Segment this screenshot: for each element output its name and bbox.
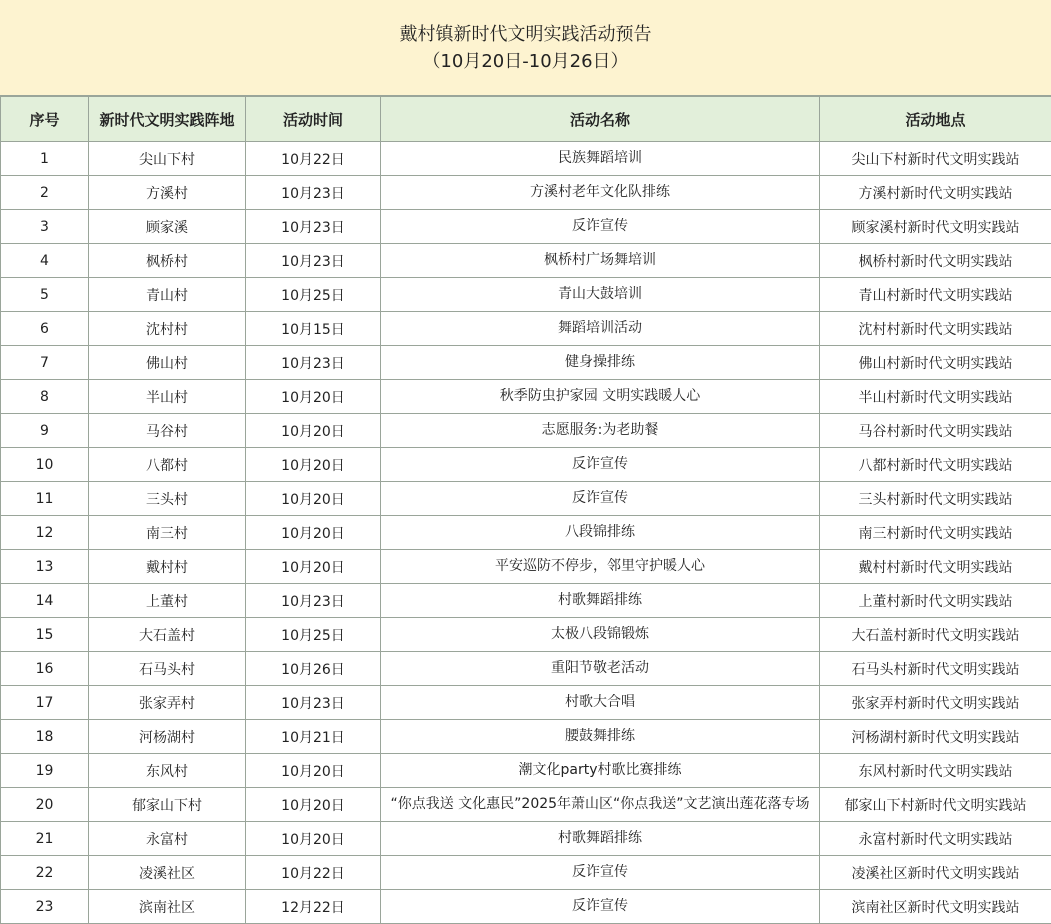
cell-location[interactable]: 沈村村新时代文明实践站	[820, 312, 1051, 346]
cell-date[interactable]: 10月20日	[246, 822, 381, 856]
sheet-title	[0, 0, 1051, 96]
cell-date[interactable]: 10月25日	[246, 618, 381, 652]
table-row	[1, 550, 1051, 584]
cell-activity-name[interactable]	[381, 142, 820, 176]
cell-date[interactable]: 10月20日	[246, 754, 381, 788]
activity-name-text: 青山大鼓培训	[558, 286, 642, 302]
cell-number[interactable]: 20	[1, 788, 89, 822]
table-row	[1, 754, 1051, 788]
cell-location[interactable]: 三头村新时代文明实践站	[820, 482, 1051, 516]
cell-location[interactable]: 张家弄村新时代文明实践站	[820, 686, 1051, 720]
cell-location[interactable]: 滨南社区新时代文明实践站	[820, 890, 1051, 924]
cell-site[interactable]: 东风村	[89, 754, 246, 788]
cell-site[interactable]: 三头村	[89, 482, 246, 516]
cell-location[interactable]: 永富村新时代文明实践站	[820, 822, 1051, 856]
cell-location[interactable]: 青山村新时代文明实践站	[820, 278, 1051, 312]
cell-date[interactable]: 10月20日	[246, 482, 381, 516]
table-row	[1, 788, 1051, 822]
cell-site[interactable]: 石马头村	[89, 652, 246, 686]
cell-number[interactable]: 15	[1, 618, 89, 652]
cell-activity-name[interactable]	[381, 448, 820, 482]
table-row	[1, 210, 1051, 244]
cell-date[interactable]: 10月20日	[246, 516, 381, 550]
table-row	[1, 652, 1051, 686]
table-row	[1, 142, 1051, 176]
cell-number[interactable]: 18	[1, 720, 89, 754]
cell-site[interactable]: 滨南社区	[89, 890, 246, 924]
table-row	[1, 618, 1051, 652]
header-date[interactable]: 活动时间	[246, 97, 381, 142]
table-row	[1, 482, 1051, 516]
activity-name-text: 潮文化party村歌比赛排练	[518, 762, 682, 778]
cell-date[interactable]: 10月20日	[246, 448, 381, 482]
table-row	[1, 516, 1051, 550]
cell-site[interactable]: 八都村	[89, 448, 246, 482]
cell-date[interactable]: 10月21日	[246, 720, 381, 754]
cell-number[interactable]: 22	[1, 856, 89, 890]
activity-name-text: 村歌大合唱	[565, 694, 635, 710]
activity-name-text: 反诈宣传	[572, 490, 628, 506]
cell-number[interactable]: 2	[1, 176, 89, 210]
cell-number[interactable]: 23	[1, 890, 89, 924]
cell-site[interactable]: 顾家溪	[89, 210, 246, 244]
cell-location[interactable]: 上董村新时代文明实践站	[820, 584, 1051, 618]
cell-activity-name[interactable]	[381, 584, 820, 618]
activity-name-text: 村歌舞蹈排练	[558, 592, 642, 608]
cell-number[interactable]: 3	[1, 210, 89, 244]
activity-table	[0, 96, 1051, 924]
table-row	[1, 414, 1051, 448]
cell-date[interactable]: 10月23日	[246, 244, 381, 278]
cell-location[interactable]: 半山村新时代文明实践站	[820, 380, 1051, 414]
cell-activity-name[interactable]	[381, 822, 820, 856]
cell-date[interactable]: 10月22日	[246, 142, 381, 176]
header-row	[1, 97, 1051, 142]
cell-location[interactable]: 南三村新时代文明实践站	[820, 516, 1051, 550]
cell-activity-name[interactable]	[381, 516, 820, 550]
cell-activity-name[interactable]	[381, 482, 820, 516]
table-row	[1, 278, 1051, 312]
cell-location[interactable]: 马谷村新时代文明实践站	[820, 414, 1051, 448]
cell-activity-name[interactable]	[381, 176, 820, 210]
table-row	[1, 822, 1051, 856]
cell-number[interactable]: 6	[1, 312, 89, 346]
cell-number[interactable]: 8	[1, 380, 89, 414]
cell-activity-name[interactable]	[381, 618, 820, 652]
cell-number[interactable]: 9	[1, 414, 89, 448]
cell-activity-name[interactable]	[381, 788, 820, 822]
cell-location[interactable]: 枫桥村新时代文明实践站	[820, 244, 1051, 278]
cell-location[interactable]: 戴村村新时代文明实践站	[820, 550, 1051, 584]
cell-location[interactable]: 东风村新时代文明实践站	[820, 754, 1051, 788]
cell-number[interactable]: 5	[1, 278, 89, 312]
cell-activity-name[interactable]	[381, 210, 820, 244]
activity-name-text: 舞蹈培训活动	[558, 320, 642, 336]
cell-activity-name[interactable]	[381, 244, 820, 278]
cell-site[interactable]: 凌溪社区	[89, 856, 246, 890]
cell-number[interactable]: 10	[1, 448, 89, 482]
cell-date[interactable]: 12月22日	[246, 890, 381, 924]
cell-number[interactable]: 17	[1, 686, 89, 720]
title-line-2: （10月20日-10月26日）	[422, 50, 629, 72]
cell-activity-name[interactable]	[381, 346, 820, 380]
cell-activity-name[interactable]	[381, 652, 820, 686]
activity-name-text: 反诈宣传	[572, 864, 628, 880]
cell-activity-name[interactable]	[381, 550, 820, 584]
table-row	[1, 244, 1051, 278]
cell-location[interactable]: 凌溪社区新时代文明实践站	[820, 856, 1051, 890]
activity-name-text: 平安巡防不停步，邻里守护暖人心	[495, 558, 705, 574]
cell-number[interactable]: 12	[1, 516, 89, 550]
cell-number[interactable]: 7	[1, 346, 89, 380]
cell-activity-name[interactable]	[381, 278, 820, 312]
cell-site[interactable]: 尖山下村	[89, 142, 246, 176]
cell-site[interactable]: 马谷村	[89, 414, 246, 448]
cell-site[interactable]: 张家弄村	[89, 686, 246, 720]
header-site[interactable]: 新时代文明实践阵地	[89, 97, 246, 142]
cell-date[interactable]: 10月22日	[246, 856, 381, 890]
cell-site[interactable]: 沈村村	[89, 312, 246, 346]
cell-site[interactable]: 大石盖村	[89, 618, 246, 652]
cell-location[interactable]: 尖山下村新时代文明实践站	[820, 142, 1051, 176]
cell-activity-name[interactable]	[381, 686, 820, 720]
cell-date[interactable]: 10月20日	[246, 414, 381, 448]
cell-date[interactable]: 10月23日	[246, 176, 381, 210]
cell-number[interactable]: 4	[1, 244, 89, 278]
cell-number[interactable]: 11	[1, 482, 89, 516]
cell-site[interactable]: 郁家山下村	[89, 788, 246, 822]
cell-date[interactable]: 10月20日	[246, 550, 381, 584]
cell-site[interactable]: 南三村	[89, 516, 246, 550]
table-row	[1, 448, 1051, 482]
cell-date[interactable]: 10月23日	[246, 210, 381, 244]
cell-site[interactable]: 半山村	[89, 380, 246, 414]
cell-activity-name[interactable]	[381, 312, 820, 346]
activity-name-text: 方溪村老年文化队排练	[530, 184, 670, 200]
cell-location[interactable]: 郁家山下村新时代文明实践站	[820, 788, 1051, 822]
cell-date[interactable]: 10月15日	[246, 312, 381, 346]
table-row	[1, 890, 1051, 924]
header-activity-name[interactable]: 活动名称	[381, 97, 820, 142]
cell-date[interactable]: 10月23日	[246, 686, 381, 720]
cell-site[interactable]: 佛山村	[89, 346, 246, 380]
cell-location[interactable]: 河杨湖村新时代文明实践站	[820, 720, 1051, 754]
cell-location[interactable]: 八都村新时代文明实践站	[820, 448, 1051, 482]
cell-number[interactable]: 21	[1, 822, 89, 856]
cell-location[interactable]: 方溪村新时代文明实践站	[820, 176, 1051, 210]
table-row	[1, 720, 1051, 754]
cell-date[interactable]: 10月23日	[246, 346, 381, 380]
activity-name-text: “你点我送 文化惠民”2025年萧山区“你点我送”文艺演出莲花落专场	[390, 796, 810, 812]
table-row	[1, 584, 1051, 618]
activity-name-text: 志愿服务:为老助餐	[541, 422, 659, 438]
table-row	[1, 856, 1051, 890]
activity-name-text: 反诈宣传	[572, 456, 628, 472]
activity-name-text: 八段锦排练	[565, 524, 635, 540]
activity-name-text: 太极八段锦锻炼	[551, 626, 649, 642]
cell-date[interactable]: 10月26日	[246, 652, 381, 686]
header-location[interactable]: 活动地点	[820, 97, 1051, 142]
cell-location[interactable]: 石马头村新时代文明实践站	[820, 652, 1051, 686]
cell-activity-name[interactable]	[381, 754, 820, 788]
cell-site[interactable]: 青山村	[89, 278, 246, 312]
table-row	[1, 346, 1051, 380]
cell-site[interactable]: 河杨湖村	[89, 720, 246, 754]
cell-location[interactable]: 顾家溪村新时代文明实践站	[820, 210, 1051, 244]
table-row	[1, 176, 1051, 210]
cell-date[interactable]: 10月25日	[246, 278, 381, 312]
activity-name-text: 腰鼓舞排练	[565, 728, 635, 744]
table-row	[1, 312, 1051, 346]
cell-number[interactable]: 16	[1, 652, 89, 686]
activity-name-text: 反诈宣传	[572, 898, 628, 914]
cell-activity-name[interactable]	[381, 890, 820, 924]
cell-site[interactable]: 戴村村	[89, 550, 246, 584]
cell-location[interactable]: 佛山村新时代文明实践站	[820, 346, 1051, 380]
activity-name-text: 村歌舞蹈排练	[558, 830, 642, 846]
cell-number[interactable]: 13	[1, 550, 89, 584]
cell-date[interactable]: 10月20日	[246, 380, 381, 414]
table-row	[1, 686, 1051, 720]
activity-name-text: 秋季防虫护家园 文明实践暖人心	[499, 388, 701, 404]
cell-activity-name[interactable]	[381, 720, 820, 754]
activity-name-text: 民族舞蹈培训	[558, 150, 642, 166]
table-row	[1, 380, 1051, 414]
activity-name-text: 重阳节敬老活动	[551, 660, 649, 676]
cell-site[interactable]: 永富村	[89, 822, 246, 856]
cell-date[interactable]: 10月23日	[246, 584, 381, 618]
cell-number[interactable]: 1	[1, 142, 89, 176]
activity-name-text: 反诈宣传	[572, 218, 628, 234]
cell-site[interactable]: 方溪村	[89, 176, 246, 210]
activity-name-text: 枫桥村广场舞培训	[544, 252, 656, 268]
cell-date[interactable]: 10月20日	[246, 788, 381, 822]
cell-number[interactable]: 14	[1, 584, 89, 618]
cell-activity-name[interactable]	[381, 380, 820, 414]
cell-site[interactable]: 枫桥村	[89, 244, 246, 278]
header-number[interactable]: 序号	[1, 97, 89, 142]
title-line-1: 戴村镇新时代文明实践活动预告	[399, 23, 652, 45]
cell-location[interactable]: 大石盖村新时代文明实践站	[820, 618, 1051, 652]
activity-name-text: 健身操排练	[565, 354, 635, 370]
cell-number[interactable]: 19	[1, 754, 89, 788]
cell-activity-name[interactable]	[381, 414, 820, 448]
cell-activity-name[interactable]	[381, 856, 820, 890]
cell-site[interactable]: 上董村	[89, 584, 246, 618]
